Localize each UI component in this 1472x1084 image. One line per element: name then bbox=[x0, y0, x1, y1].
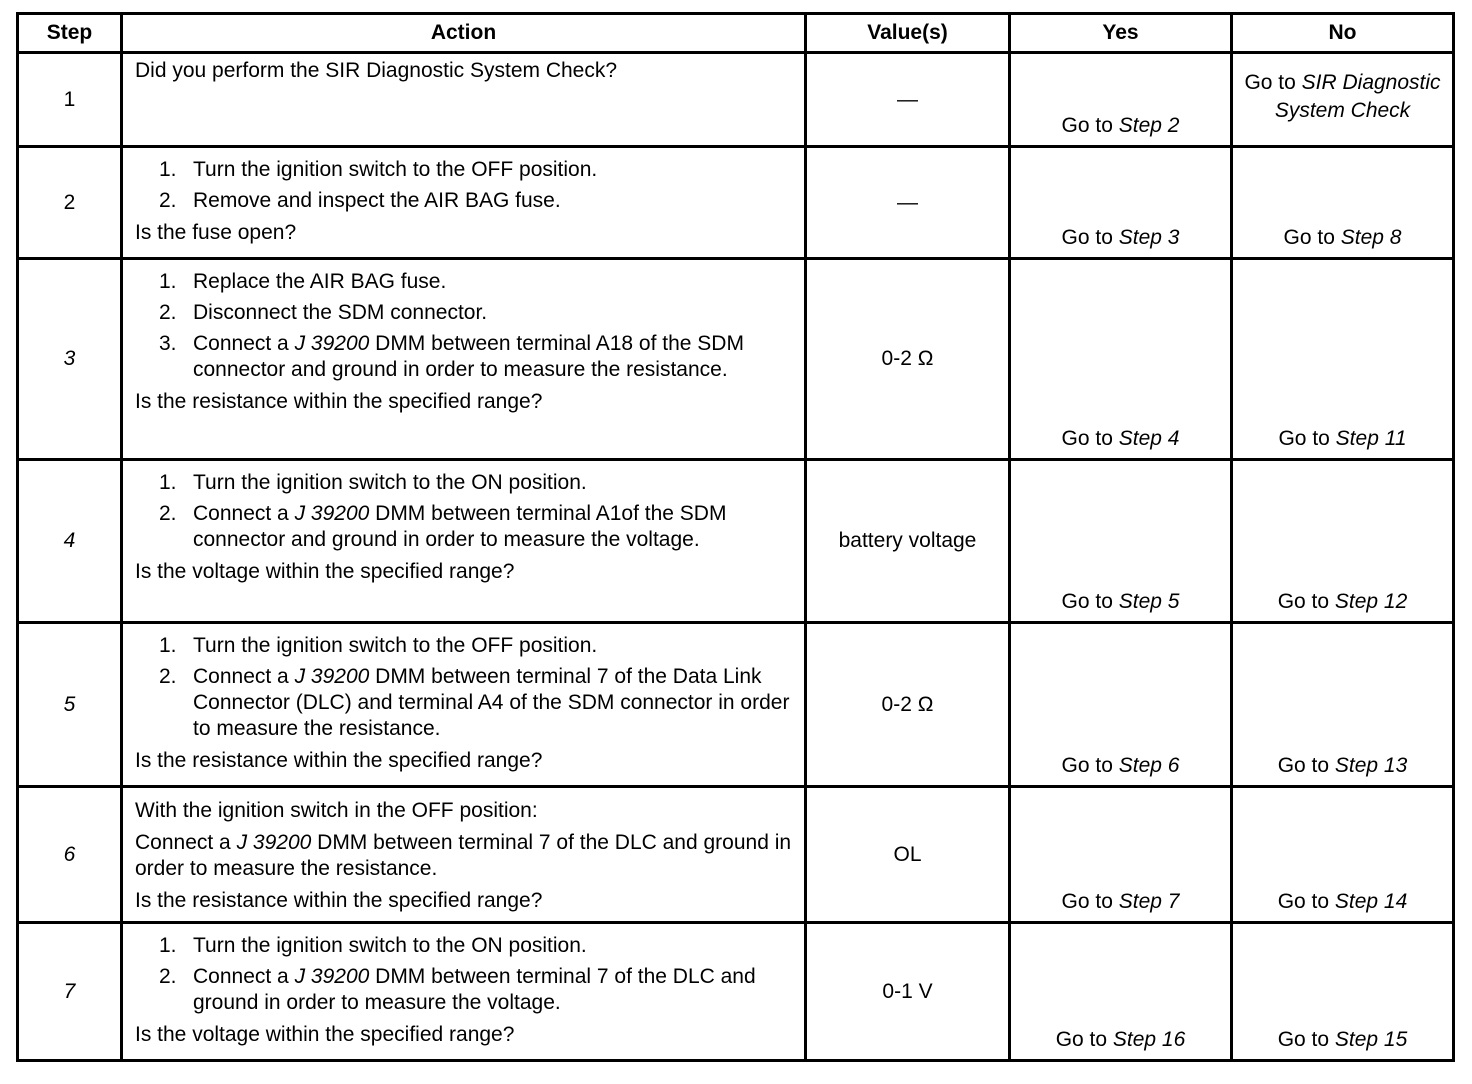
action-cell bbox=[122, 460, 806, 623]
no-cell: Go to Step 8 bbox=[1232, 147, 1454, 259]
list-item: 2. Remove and inspect the AIR BAG fuse. bbox=[159, 189, 561, 212]
question: Is the resistance within the specified range? bbox=[135, 390, 543, 413]
yes-cell: Go to Step 7 bbox=[1010, 787, 1232, 923]
list-item: 1. Turn the ignition switch to the OFF position. bbox=[159, 158, 598, 181]
question: Is the voltage within the specified range? bbox=[135, 1023, 515, 1046]
tool-ref: J 39200 bbox=[294, 502, 370, 525]
value-cell: 0-1 V bbox=[806, 923, 1010, 1061]
table-row bbox=[18, 623, 1454, 787]
list-item: 1. Replace the AIR BAG fuse. bbox=[159, 270, 447, 293]
no-link[interactable]: SIR Diagnostic System Check bbox=[1274, 70, 1441, 122]
tool-ref: J 39200 bbox=[294, 332, 370, 355]
yes-link[interactable]: Step 3 bbox=[1118, 226, 1180, 249]
yes-link[interactable]: Step 4 bbox=[1118, 427, 1180, 450]
paragraph: Connect a J 39200 DMM between terminal 7 of the DLC and ground in order to measure the resistance. bbox=[135, 831, 792, 880]
no-cell: Go to Step 12 bbox=[1232, 460, 1454, 623]
no-prefix: Go to bbox=[1244, 70, 1302, 94]
step-number: 6 bbox=[18, 787, 122, 923]
no-cell: Go to Step 13 bbox=[1232, 623, 1454, 787]
yes-link[interactable]: Step 6 bbox=[1118, 754, 1180, 777]
header-step: Step bbox=[18, 14, 122, 53]
yes-cell: Go to Step 16 bbox=[1010, 923, 1232, 1061]
yes-cell: Go to Step 4 bbox=[1010, 259, 1232, 460]
no-cell bbox=[1232, 53, 1454, 147]
action-cell bbox=[122, 787, 806, 923]
header-yes: Yes bbox=[1010, 14, 1232, 53]
yes-cell bbox=[1010, 53, 1232, 147]
list-item: 1. Turn the ignition switch to the ON position. bbox=[159, 934, 587, 957]
no-link[interactable]: Step 12 bbox=[1334, 590, 1408, 613]
list-item: 2. Connect a J 39200 DMM between terminal 7 of the DLC and ground in order to measure the voltage. bbox=[159, 965, 756, 1014]
no-link[interactable]: Step 14 bbox=[1334, 890, 1408, 913]
question: Is the resistance within the specified range? bbox=[135, 749, 543, 772]
table-row bbox=[18, 787, 1454, 923]
action-cell bbox=[122, 53, 806, 147]
table-row bbox=[18, 53, 1454, 147]
no-link[interactable]: Step 13 bbox=[1334, 754, 1408, 777]
no-link[interactable]: Step 8 bbox=[1340, 226, 1402, 249]
yes-cell: Go to Step 3 bbox=[1010, 147, 1232, 259]
step-number: 4 bbox=[18, 460, 122, 623]
tool-ref: J 39200 bbox=[294, 965, 370, 988]
value-cell: 0-2 Ω bbox=[806, 259, 1010, 460]
yes-link[interactable]: Step 7 bbox=[1118, 890, 1180, 913]
no-link[interactable]: Step 11 bbox=[1335, 427, 1407, 450]
no-cell: Go to Step 11 bbox=[1232, 259, 1454, 460]
action-cell bbox=[122, 623, 806, 787]
header-no: No bbox=[1232, 14, 1454, 53]
table-row bbox=[18, 259, 1454, 460]
header-action: Action bbox=[122, 14, 806, 53]
list-item: 2. Disconnect the SDM connector. bbox=[159, 301, 488, 324]
yes-cell: Go to Step 6 bbox=[1010, 623, 1232, 787]
table-row bbox=[18, 460, 1454, 623]
table-row bbox=[18, 147, 1454, 259]
action-cell bbox=[122, 259, 806, 460]
header-row bbox=[18, 14, 1454, 53]
yes-prefix: Go to bbox=[1061, 114, 1119, 137]
no-link[interactable]: Step 15 bbox=[1334, 1028, 1408, 1051]
step-number: 3 bbox=[18, 259, 122, 460]
question: Is the fuse open? bbox=[135, 221, 297, 244]
table-row bbox=[18, 923, 1454, 1061]
no-cell: Go to Step 14 bbox=[1232, 787, 1454, 923]
header-values: Value(s) bbox=[806, 14, 1010, 53]
no-cell: Go to Step 15 bbox=[1232, 923, 1454, 1061]
value-cell: battery voltage bbox=[806, 460, 1010, 623]
yes-cell: Go to Step 5 bbox=[1010, 460, 1232, 623]
step-number: 5 bbox=[18, 623, 122, 787]
step-number: 2 bbox=[18, 147, 122, 259]
action-cell bbox=[122, 147, 806, 259]
value-cell: 0-2 Ω bbox=[806, 623, 1010, 787]
list-item: 2. Connect a J 39200 DMM between terminal A1of the SDM connector and ground in order to measure the voltage. bbox=[159, 502, 727, 551]
question: Did you perform the SIR Diagnostic System Check? bbox=[135, 59, 618, 82]
yes-link[interactable]: Step 2 bbox=[1118, 114, 1180, 137]
step-number: 7 bbox=[18, 923, 122, 1061]
list-item: 3. Connect a J 39200 DMM between terminal A18 of the SDM connector and ground in order to measure the resistance. bbox=[159, 332, 744, 381]
value-cell: OL bbox=[806, 787, 1010, 923]
list-item: 1. Turn the ignition switch to the OFF position. bbox=[159, 634, 598, 657]
list-item: 1. Turn the ignition switch to the ON position. bbox=[159, 471, 587, 494]
tool-ref: J 39200 bbox=[294, 665, 370, 688]
question: Is the resistance within the specified range? bbox=[135, 889, 543, 912]
question: Is the voltage within the specified range? bbox=[135, 560, 515, 583]
diagnostic-table bbox=[16, 12, 1455, 1062]
step-number: 1 bbox=[18, 53, 122, 147]
tool-ref: J 39200 bbox=[236, 831, 312, 854]
action-cell bbox=[122, 923, 806, 1061]
list-item: 2. Connect a J 39200 DMM between terminal 7 of the Data Link Connector (DLC) and terminal A4 of the SDM connector in order to measure the resistance. bbox=[159, 665, 790, 740]
yes-link[interactable]: Step 16 bbox=[1112, 1028, 1186, 1051]
yes-link[interactable]: Step 5 bbox=[1118, 590, 1180, 613]
intro-text: With the ignition switch in the OFF position: bbox=[135, 799, 538, 822]
value-cell: — bbox=[806, 53, 1010, 147]
value-cell: — bbox=[806, 147, 1010, 259]
